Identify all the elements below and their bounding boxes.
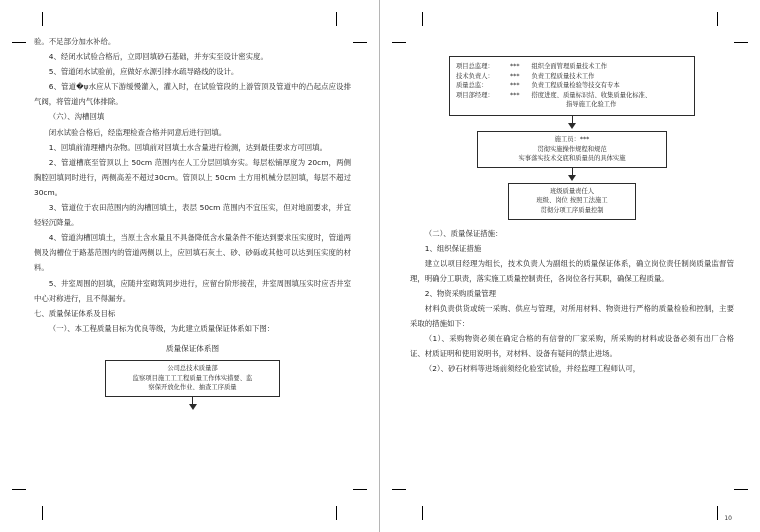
flowchart-line: 施工员：***	[554, 135, 590, 143]
paragraph: （1）、采购物资必须在确定合格的有信誉的厂家采购，所采购的材料或设备必须有出厂合格证、材质证明和使用说明书，对材料、设备有疑问的禁止进场。	[410, 334, 734, 359]
flowchart-connector	[572, 168, 573, 175]
crop-mark	[392, 42, 406, 43]
crop-mark	[392, 489, 406, 490]
flowchart-connector	[572, 116, 573, 123]
role-duty: 负责工程质量检验等技交有专本	[531, 82, 620, 90]
right-page-text-column	[410, 34, 734, 506]
organization-flowchart	[410, 56, 734, 220]
role-duty: 搭度进度、质量标识结、收集质量化标准、	[531, 91, 652, 99]
paragraph: 闭水试验合格后，经监理检查合格并同意后进行回填。	[48, 127, 227, 137]
role-label: 项目总监理：	[456, 63, 494, 70]
flowchart-line: 班级、岗位 按照工法施工	[536, 197, 608, 205]
flowchart-line: 察保开放化作业、抽查工序质量	[148, 384, 237, 392]
paragraph: 3、管道位于农田范围内的沟槽回填土，表层 50cm 范围内不宜压实，但对地面要求，并宜轻轻沉降量。	[34, 203, 351, 228]
paragraph: 建立以项目经理为组长，技术负责人为副组长的质量保证体系，确立岗位责任制岗质量监督管理，明确分工职责，落实施工质量控制责任，各岗位各行其职，确保工程质量。	[410, 258, 734, 283]
role-value: ***	[510, 91, 520, 99]
quality-assurance-flowchart	[34, 360, 351, 410]
role-value: ***	[510, 72, 520, 80]
crop-mark	[336, 12, 337, 26]
flowchart-line: 实事落实技术交底和质量员的具体实施	[518, 155, 626, 163]
right-page	[380, 0, 760, 532]
heading: 1、组织保证措施	[424, 243, 482, 253]
flowchart-row	[456, 62, 688, 72]
crop-mark	[422, 506, 423, 520]
paragraph: 6、管道�ψ水应从下游缓慢灌入，灌入时，在试验管段的上游管顶及管道中的凸起点应设排气阀，将管道内气体排除。	[34, 82, 351, 107]
flowchart-row	[456, 81, 688, 91]
role-label: 技术负责人：	[456, 72, 494, 80]
role-label: 项目部经理：	[456, 91, 494, 99]
flowchart-connector	[192, 397, 193, 404]
flowchart-line: 监察项目施工工工程质量工作体实措要、监	[132, 374, 253, 382]
crop-mark	[42, 12, 43, 26]
heading: （六）、沟槽回填	[48, 112, 105, 122]
flowchart-line: 贯彻实施操作规程和规范	[537, 145, 607, 153]
flowchart-box-company-dept	[105, 360, 280, 397]
paragraph: 4、管道沟槽回填土，当原土含水量且不具备降低含水量条件不能达到要求压实度时，管道两侧及沟槽位于路基范围内的管道两侧以上，应回填石灰土、砂、砂砾或其他可以达到压实度的材料。	[34, 233, 351, 273]
crop-mark	[12, 489, 26, 490]
role-duty: 负责工程质量技术工作	[531, 72, 595, 80]
paragraph: （2）、砂石材料等进场前须经化验室试验，并经监理工程师认可，	[424, 364, 641, 374]
heading: 七、质量保证体系及目标	[34, 308, 116, 318]
flowchart-arrow-down-icon	[189, 404, 197, 410]
crop-mark	[42, 506, 43, 520]
paragraph: 4、经闭水试验合格后，立即回填砂石基础，并夯实至设计密实度。	[48, 52, 268, 62]
role-label: 质量总监：	[456, 82, 488, 90]
heading: （二）、质量保证措施：	[424, 228, 503, 238]
paragraph: 验。不足部分加水补给。	[34, 37, 116, 46]
flowchart-line: 公司总技术质量部	[167, 364, 218, 372]
crop-mark	[353, 489, 367, 490]
crop-mark	[336, 506, 337, 520]
crop-mark	[734, 42, 748, 43]
page-number: 10	[724, 515, 732, 522]
flowchart-row	[456, 91, 688, 101]
left-page-text-column	[34, 34, 351, 506]
crop-mark	[353, 42, 367, 43]
paragraph: 材料负责供货或统一采购、供应与管理，对所用材料、物资进行严格的质量检验和控制，主要采取的措施如下：	[410, 304, 734, 329]
crop-mark	[717, 12, 718, 26]
chart-title: 质量保证体系图	[165, 343, 220, 353]
paragraph: 2、管道槽底至管顶以上 50cm 范围内在人工分层回填夯实。每层松铺厚度为 20cm，两侧胸腔回填同时进行，两侧高差不超过30cm。管顶以上 50cm 土方用机械分层回填，每层不超过 30cm。	[34, 157, 351, 197]
flowchart-line: 班级质量责任人	[549, 187, 595, 195]
paragraph: 5、井室周围的回填，应随井室砌筑同步进行，应留台阶形接茬，井室周围填压实时应否井室中心对称进行，且不得漏夯。	[34, 278, 351, 303]
flowchart-row: 指导施工化验工作	[566, 101, 617, 109]
flowchart-box-site-engineer	[477, 131, 667, 168]
flowchart-arrow-down-icon	[568, 123, 576, 129]
crop-mark	[734, 489, 748, 490]
role-value: ***	[510, 63, 520, 70]
flowchart-box-project-roles	[449, 56, 695, 116]
role-duty: 组织全面管理质量技术工作	[531, 63, 608, 70]
crop-mark	[422, 12, 423, 26]
crop-mark	[717, 506, 718, 520]
flowchart-box-team-responsible	[508, 183, 636, 220]
flowchart-arrow-down-icon	[568, 175, 576, 181]
crop-mark	[12, 42, 26, 43]
role-value: ***	[510, 82, 520, 90]
paragraph: 5、管道闭水试验前，应做好水源引排水疏导路线的设计。	[48, 67, 239, 77]
paragraph: 1、回填前清理槽内杂物。回填前对回填土水含量进行检测，达到最佳要求方可回填。	[48, 142, 327, 152]
heading: 2、物资采购质量管理	[424, 288, 497, 298]
flowchart-line: 贯彻分项工序质量控制	[540, 206, 604, 214]
paragraph: （一）、本工程质量目标为优良等级，为此建立质量保证体系如下图：	[48, 323, 275, 333]
flowchart-row	[456, 72, 688, 82]
